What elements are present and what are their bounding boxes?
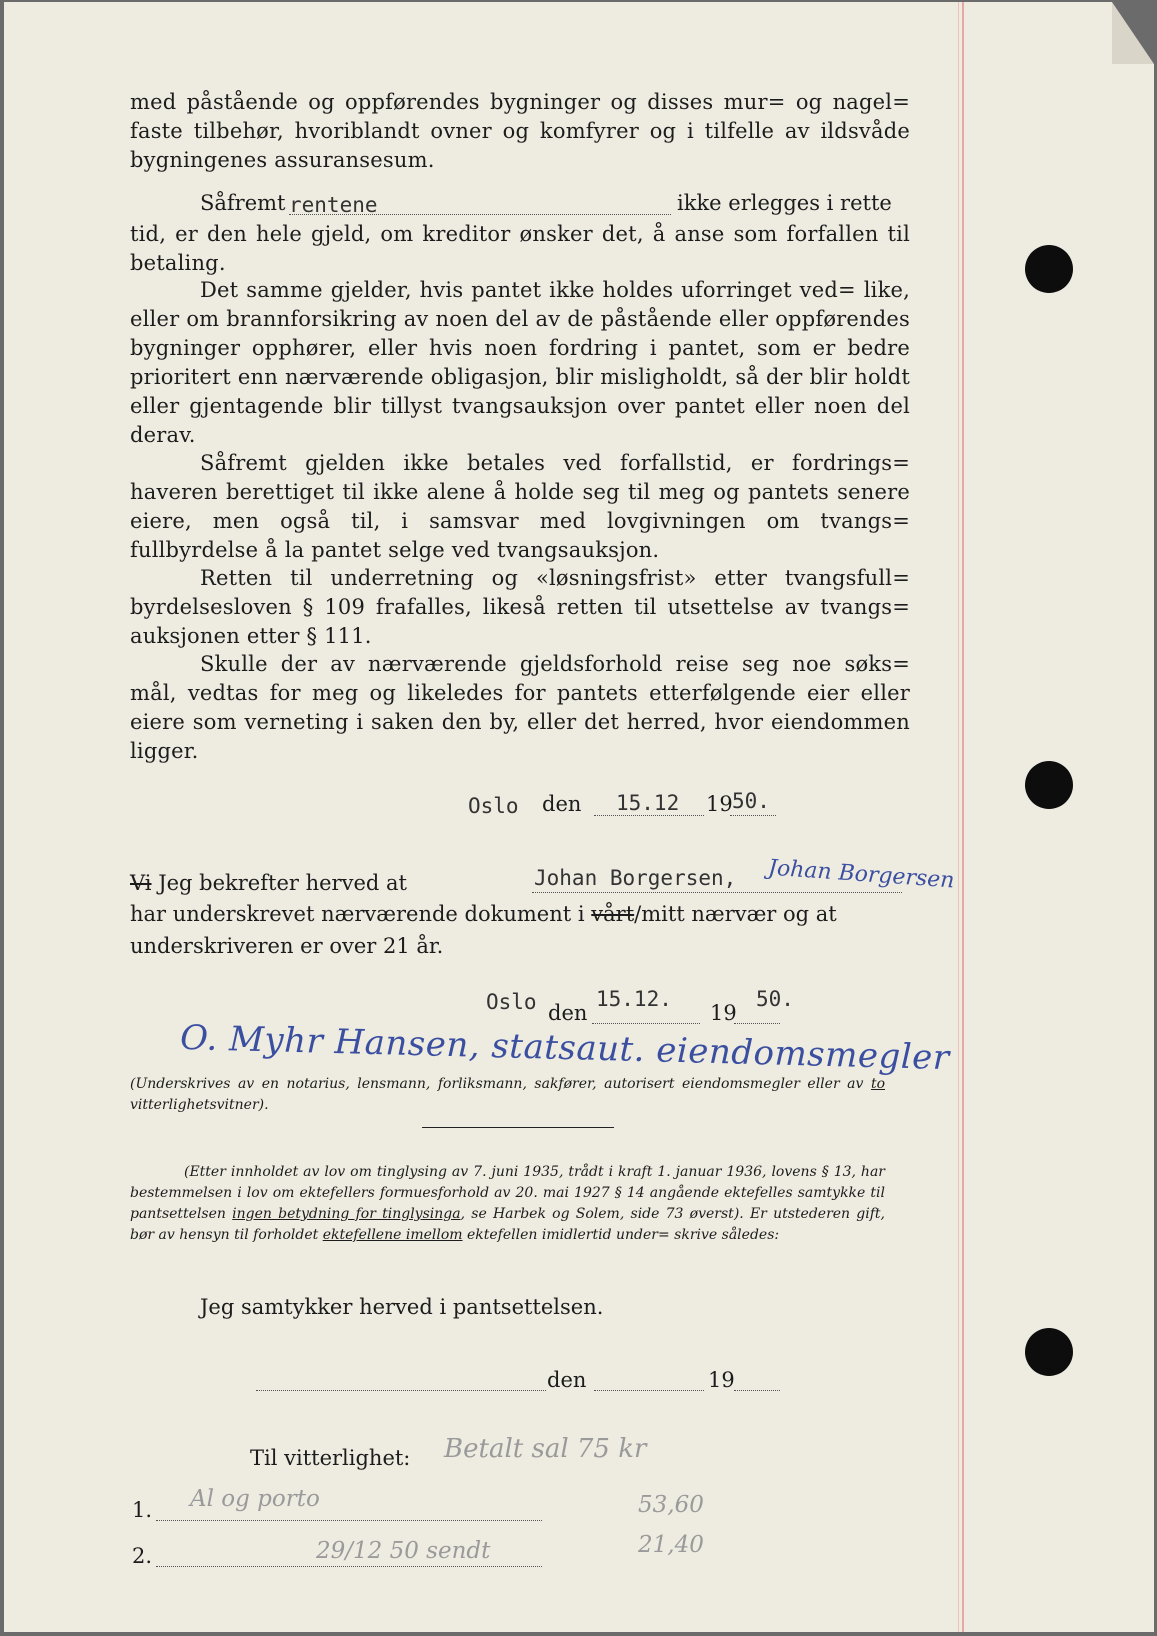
dateline-3-date-line xyxy=(594,1390,704,1391)
folded-corner xyxy=(1112,2,1154,64)
dateline-3-den: den xyxy=(547,1368,587,1392)
dateline-2-year-line xyxy=(734,1023,780,1024)
default-clause-label: Såfremt xyxy=(200,191,286,215)
default-clause-typed-value: rentene xyxy=(289,193,378,217)
principal-signature: Johan Borgersen xyxy=(767,855,956,894)
dateline-2-date: 15.12. xyxy=(596,987,672,1011)
margin-rule-inner xyxy=(958,2,959,1632)
dateline-1-date: 15.12 xyxy=(616,791,680,815)
pencil-amount-2: 21,40 xyxy=(638,1532,704,1558)
certify-prefix xyxy=(130,871,407,895)
dateline-1-year-line xyxy=(730,815,776,816)
document-page xyxy=(4,2,1154,1632)
default-clause-tail: ikke erlegges i rette xyxy=(677,191,892,215)
certify-vart-struck: vårt xyxy=(591,902,635,926)
intro-paragraph: med påstående og oppførendes bygninger og disses mur= og nagel= faste tilbehør, hvoriblandt ovner og komfyrer og i tilfelle av ildsvåde bygningenes assuransesum. xyxy=(130,90,910,172)
dateline-2-century: 19 xyxy=(710,1001,737,1025)
witness-label: Til vitterlighet: xyxy=(250,1446,411,1470)
notice-paragraph: Retten til underretning og «løsningsfrist» etter tvangsfull= byrdelsesloven § 109 frafalles, likeså retten til utsettelse av tvangs= auksjonen etter § 111. xyxy=(130,566,910,648)
punch-hole-2 xyxy=(1025,761,1073,809)
dateline-1-year: 50. xyxy=(732,789,770,813)
venue-paragraph: Skulle der av nærværende gjeldsforhold reise seg noe søks= mål, vedtas for meg og likeledes for pantets etterfølgende eier eller eiere som verneting i saken den by, eller det herred, hvor eiendommen ligger. xyxy=(130,652,910,763)
witness-number-2: 2. xyxy=(132,1544,153,1568)
dateline-3-place-line xyxy=(256,1390,546,1391)
punch-hole-1 xyxy=(1025,245,1073,293)
witness-2-line xyxy=(156,1566,542,1567)
certify-line-2: har underskrevet nærværende dokument i vårt/mitt nærvær og at xyxy=(130,902,837,926)
witness-instructions: (Underskrives av en notarius, lensmann, forliksmann, sakfører, autorisert eiendomsmegler eller av to vitterlighetsvitner). xyxy=(130,1076,885,1113)
default-clause-fill-line xyxy=(289,214,671,215)
certify-fill-line xyxy=(532,892,902,893)
dateline-1-place: Oslo xyxy=(468,794,519,818)
dateline-2-fill-line xyxy=(592,1023,700,1024)
spouse-consent: Jeg samtykker herved i pantsettelsen. xyxy=(200,1295,604,1319)
dateline-2-den: den xyxy=(548,1001,588,1025)
dateline-3-century: 19 xyxy=(708,1368,735,1392)
certify-typed-name: Johan Borgersen, xyxy=(534,866,737,890)
default-clause-continuation: tid, er den hele gjeld, om kreditor ønsker det, å anse som forfallen til betaling. xyxy=(130,222,910,275)
pencil-postage-note: Al og porto xyxy=(190,1486,320,1512)
witness-1-line xyxy=(156,1520,542,1521)
dateline-2-place: Oslo xyxy=(486,990,537,1014)
dateline-1-den: den xyxy=(542,792,582,816)
pencil-amount-1: 53,60 xyxy=(638,1492,704,1518)
margin-rule xyxy=(962,2,964,1632)
dateline-2-year: 50. xyxy=(756,987,794,1011)
pencil-paid-note: Betalt sal 75 kr xyxy=(444,1434,647,1464)
tinglysing-note: (Etter innholdet av lov om tinglysing av 7. juni 1935, trådt i kraft 1. januar 1936, lovens § 13, har bestemmelsen i lov om ektefellers formuesforhold av 20. mai 1927 § 14 angående ektefelles samtykke til pantsettelsen ingen betydning for tinglysinga, se Harbek og Solem, side 73 øverst). Er utstederen gift, bør av hensyn til forholdet ektefellene imellom ektefellen imidlertid under= skrive således: xyxy=(130,1164,885,1243)
condition-paragraph: Det samme gjelder, hvis pantet ikke holdes uforringet ved= like, eller om brannforsikring av noen del av de påstående eller oppførendes bygninger opphører, eller hvis noen fordring i pantet, som er bedre prioritert enn nærværende obligasjon, blir misligholdt, så der blir holdt eller gjentagende blir tillyst tvangsauksjon over pantet eller noen del derav. xyxy=(130,278,910,447)
dateline-1-century: 19 xyxy=(706,792,733,816)
pencil-sent-note: 29/12 50 sendt xyxy=(316,1538,491,1564)
certify-line-3: underskriveren er over 21 år. xyxy=(130,934,444,958)
certify-vi: Vi xyxy=(130,871,152,895)
punch-hole-3 xyxy=(1025,1328,1073,1376)
dateline-1-fill-line xyxy=(594,815,704,816)
signature-rule xyxy=(422,1127,614,1128)
dateline-3-year-line xyxy=(734,1390,780,1391)
certify-text: Jeg bekrefter herved at xyxy=(158,871,407,895)
witness-signature: O. Myhr Hansen, statsaut. eiendomsmegler xyxy=(179,1017,951,1079)
witness-number-1: 1. xyxy=(132,1498,153,1522)
enforcement-paragraph: Såfremt gjelden ikke betales ved forfallstid, er fordrings= haveren berettiget til ikke alene å holde seg til meg og pantets senere eiere, men også til, i samsvar med lovgivningen om tvangs= fullbyrdelse å la pantet selge ved tvangsauksjon. xyxy=(130,451,910,562)
